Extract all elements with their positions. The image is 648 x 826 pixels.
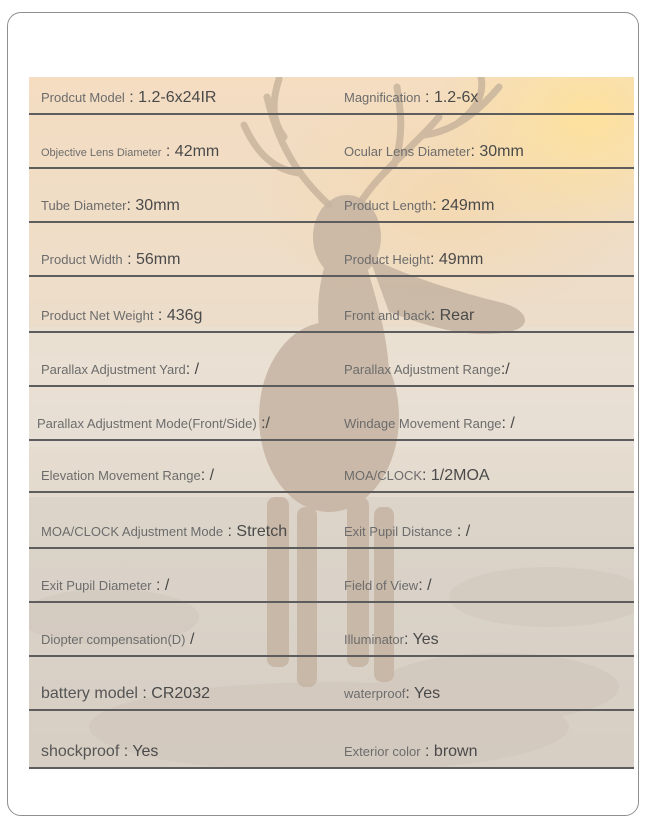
spec-label: shockproof — [41, 743, 120, 760]
spec-label: Field of View — [344, 578, 419, 593]
spec-separator: : — [200, 467, 210, 484]
spec-row — [29, 441, 634, 493]
spec-separator: : — [403, 631, 413, 648]
spec-separator: : — [122, 251, 136, 268]
spec-cell-left — [37, 415, 270, 433]
spec-label: Product Width — [41, 252, 123, 267]
spec-label: Tube Diameter — [41, 198, 127, 213]
spec-label: Exit Pupil Distance — [344, 524, 453, 539]
spec-cell-right — [344, 361, 510, 379]
spec-row — [29, 277, 634, 333]
spec-value: Yes — [414, 685, 441, 702]
spec-value: / — [510, 415, 515, 432]
spec-separator: : — [223, 523, 237, 540]
spec-label: Elevation Movement Range — [41, 468, 201, 483]
spec-row — [29, 387, 634, 441]
spec-row — [29, 169, 634, 223]
spec-cell-right — [344, 89, 478, 107]
spec-label: Product Length — [344, 198, 433, 213]
spec-label: Product Height — [344, 252, 430, 267]
spec-row — [29, 333, 634, 387]
spec-row — [29, 711, 634, 769]
spec-label: Exit Pupil Diameter — [41, 578, 152, 593]
spec-cell-left — [41, 743, 158, 761]
spec-value: / — [194, 361, 200, 378]
spec-label: Objective Lens Diameter — [41, 147, 162, 159]
spec-separator: : — [432, 197, 442, 214]
spec-value: / — [209, 467, 215, 484]
spec-cell-left — [41, 523, 287, 541]
spec-separator: : — [256, 415, 266, 432]
spec-label: MOA/CLOCK — [344, 468, 423, 483]
spec-separator: : — [119, 743, 133, 760]
spec-value: / — [164, 577, 170, 594]
spec-cell-right — [344, 523, 470, 541]
spec-separator: : — [500, 361, 506, 378]
spec-cell-left — [41, 307, 202, 325]
spec-cell-right — [344, 631, 439, 649]
spec-value: / — [465, 523, 471, 540]
spec-cell-left — [41, 197, 180, 215]
spec-cell-left — [41, 631, 194, 649]
spec-cell-left — [41, 685, 210, 703]
spec-cell-right — [344, 685, 440, 703]
spec-cell-left — [41, 89, 216, 107]
spec-label: Exterior color — [344, 744, 421, 759]
spec-label: Magnification — [344, 90, 421, 105]
spec-table — [29, 77, 634, 769]
spec-separator: : — [420, 89, 434, 106]
spec-value: Yes — [412, 631, 439, 648]
spec-cell-right — [344, 251, 483, 269]
spec-value: Stretch — [236, 523, 288, 540]
spec-value: 30mm — [479, 143, 524, 160]
spec-separator: : — [405, 685, 415, 702]
spec-value: / — [505, 361, 510, 378]
spec-value: 1.2-6x — [433, 89, 479, 106]
spec-separator: : — [470, 143, 480, 160]
spec-separator: : — [124, 89, 139, 106]
spec-separator: : — [430, 251, 439, 268]
spec-row — [29, 223, 634, 277]
spec-separator: : — [422, 467, 431, 484]
spec-card — [7, 12, 639, 816]
spec-cell-right — [344, 197, 494, 215]
spec-value: 42mm — [174, 143, 220, 160]
spec-cell-right — [344, 143, 524, 161]
spec-label: Front and back — [344, 308, 431, 323]
spec-label: Product Net Weight — [41, 308, 154, 323]
spec-value: Rear — [439, 307, 475, 324]
spec-value: 436g — [166, 307, 203, 324]
spec-value: 56mm — [136, 251, 181, 268]
spec-cell-right — [344, 577, 432, 595]
spec-separator: : — [126, 197, 136, 214]
spec-row — [29, 603, 634, 657]
spec-label: Windage Movement Range — [344, 416, 502, 431]
spec-row — [29, 549, 634, 603]
spec-cell-right — [344, 743, 478, 761]
spec-value: CR2032 — [151, 685, 210, 702]
spec-separator: : — [501, 415, 511, 432]
spec-separator: : — [418, 577, 428, 594]
spec-cell-left — [41, 467, 214, 485]
spec-value: Yes — [132, 743, 159, 760]
spec-separator: : — [137, 685, 152, 702]
spec-label: Parallax Adjustment Yard — [41, 362, 186, 377]
spec-value: 49mm — [438, 251, 484, 268]
spec-row — [29, 77, 634, 115]
spec-value: / — [189, 631, 195, 648]
spec-cell-left — [41, 361, 199, 379]
spec-value: 1.2-6x24IR — [138, 89, 217, 106]
spec-row — [29, 115, 634, 169]
spec-separator: : — [153, 307, 167, 324]
spec-label: Parallax Adjustment Mode(Front/Side) — [37, 416, 257, 431]
spec-row — [29, 657, 634, 711]
spec-separator: : — [185, 361, 195, 378]
spec-cell-right — [344, 467, 490, 485]
spec-separator: : — [430, 307, 440, 324]
spec-cell-left — [41, 143, 219, 161]
spec-row — [29, 493, 634, 549]
spec-value: / — [427, 577, 432, 594]
spec-label: battery model — [41, 685, 138, 702]
spec-label: Ocular Lens Diameter — [344, 144, 471, 159]
spec-label: waterproof — [344, 686, 406, 701]
spec-panel — [29, 77, 634, 769]
spec-cell-right — [344, 307, 474, 325]
spec-separator: : — [420, 743, 434, 760]
spec-label: MOA/CLOCK Adjustment Mode — [41, 524, 224, 539]
spec-separator: : — [452, 523, 466, 540]
spec-separator: : — [151, 577, 165, 594]
spec-value: 30mm — [135, 197, 180, 214]
spec-cell-right — [344, 415, 515, 433]
spec-value: 1/2MOA — [430, 467, 490, 484]
spec-label: Diopter compensation(D) — [41, 632, 186, 647]
spec-separator: : — [161, 143, 175, 160]
spec-label: Prodcut Model — [41, 90, 125, 105]
spec-value: / — [265, 415, 270, 432]
spec-value: brown — [433, 743, 478, 760]
spec-label: Illuminator — [344, 632, 404, 647]
spec-value: 249mm — [441, 197, 495, 214]
spec-cell-left — [41, 577, 169, 595]
spec-label: Parallax Adjustment Range — [344, 362, 501, 377]
spec-cell-left — [41, 251, 180, 269]
